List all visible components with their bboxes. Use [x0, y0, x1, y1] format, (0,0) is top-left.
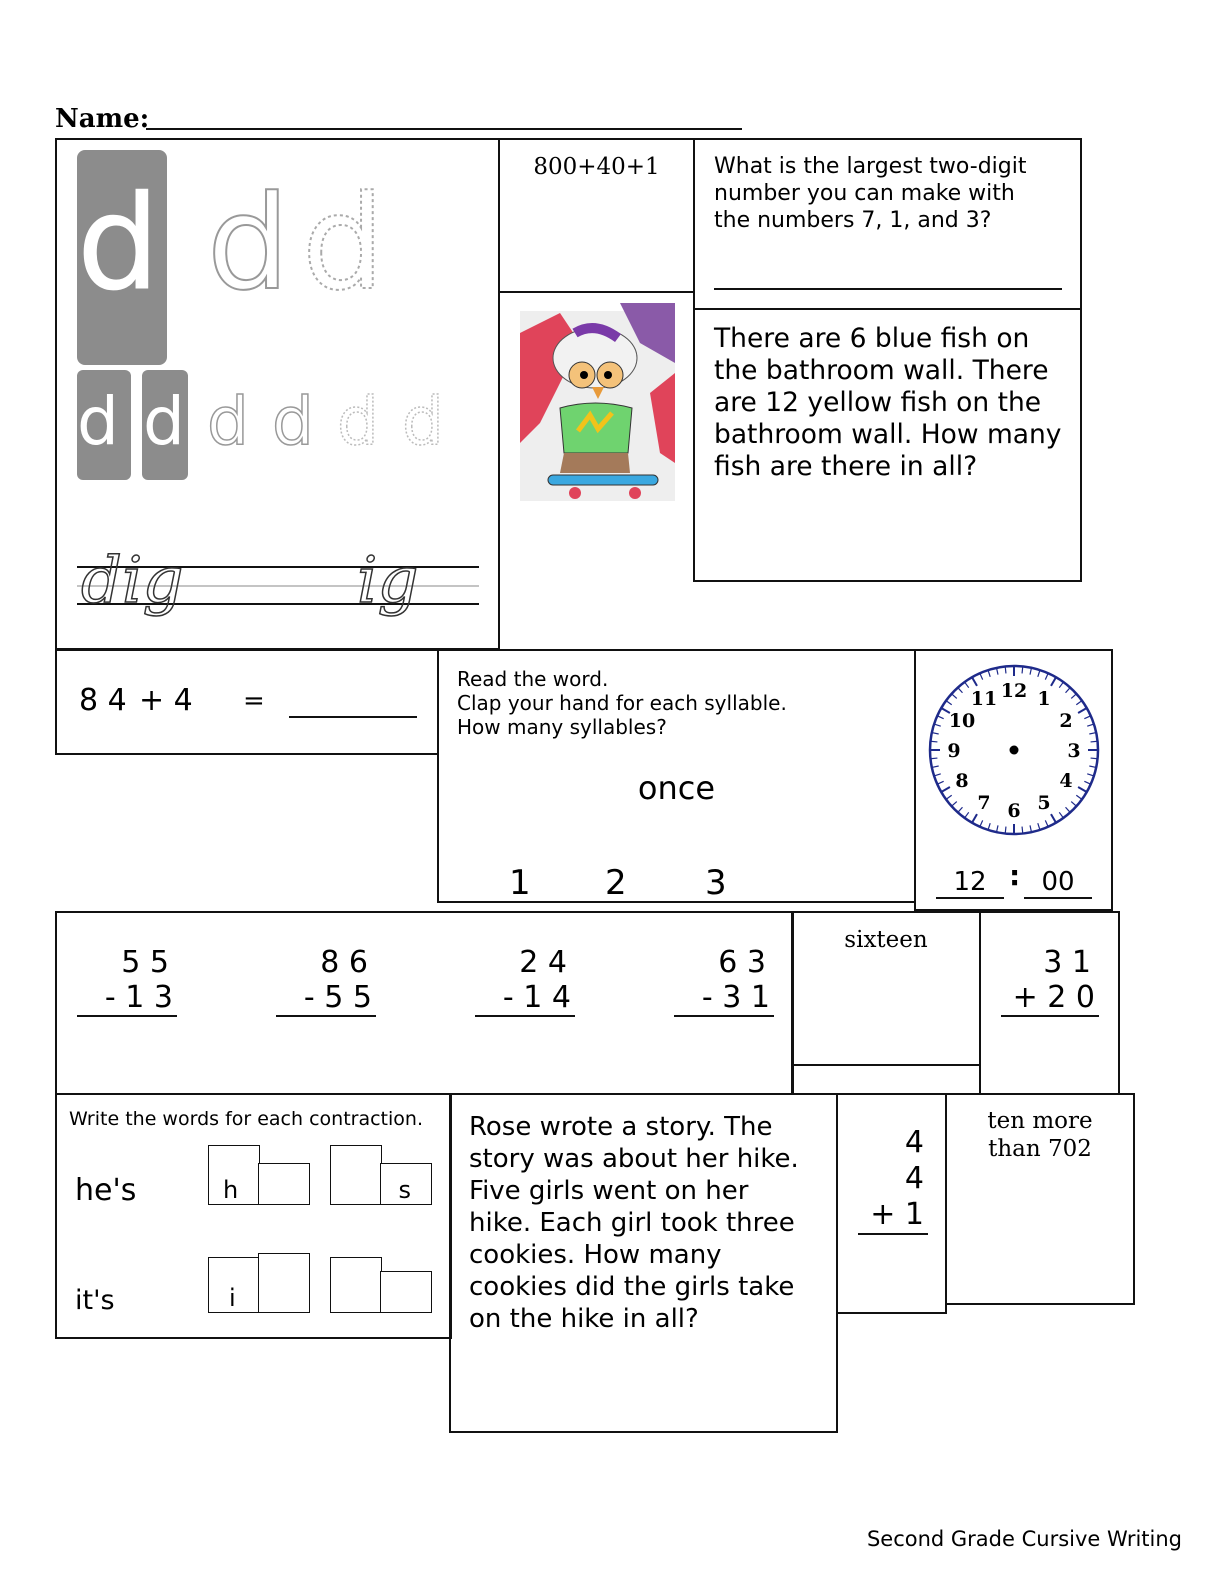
clock-number-10: 10 [948, 710, 976, 732]
contraction-2-box-c[interactable] [330, 1257, 382, 1313]
addend-a: 8 4 [79, 683, 127, 718]
svg-text:d: d [143, 383, 185, 460]
clock-number-3: 3 [1067, 740, 1081, 762]
vertical-addition-problem [1001, 945, 1099, 1017]
clock-face [916, 653, 1111, 843]
sub-2-bottom: - 5 5 [276, 980, 376, 1017]
contractions-title: Write the words for each contraction. [69, 1108, 423, 1130]
fish-problem-question: There are 6 blue fish on the bathroom wall. There are 12 yellow fish on the bathroom wall. How many fish are there in all? [714, 323, 1062, 482]
clock-number-4: 4 [1059, 770, 1073, 792]
sub-1-bottom: - 1 3 [77, 980, 177, 1017]
letter-tracing-box [55, 138, 500, 650]
syllables-word: once [637, 769, 716, 807]
big-letter-solid: d [77, 167, 160, 319]
letter-tracing-art [57, 140, 498, 648]
clock-number-8: 8 [955, 770, 969, 792]
add-top: 3 1 [1043, 945, 1091, 980]
svg-text:d: d [272, 383, 314, 460]
clock-number-6: 6 [1007, 800, 1021, 822]
clock-colon: : [1009, 859, 1021, 892]
clock-number-5: 5 [1037, 791, 1051, 814]
big-letter-dotted: d [302, 167, 385, 319]
sub-3-bottom: - 1 4 [475, 980, 575, 1017]
number-word: sixteen [844, 927, 928, 953]
addition-row-box [55, 649, 439, 755]
clock-number-9: 9 [947, 740, 961, 762]
contraction-1-box-a[interactable] [208, 1145, 260, 1205]
column-add-c: + 1 [858, 1197, 928, 1235]
ten-more-box [945, 1093, 1135, 1305]
cookie-problem-text: Rose wrote a story. The story was about her hike. Five girls went on her hike. Each girl took three cookies. How many cookies did the girls take on the hike in all? [469, 1112, 799, 1334]
clock-number-2: 2 [1059, 710, 1073, 732]
svg-text:d: d [77, 383, 119, 460]
contraction-word-1: he's [75, 1173, 137, 1208]
contraction-1-box-c[interactable] [330, 1145, 382, 1205]
sub-1-top: 5 5 [121, 945, 169, 980]
subtraction-box [55, 911, 794, 1095]
column-add-b: 4 [904, 1161, 924, 1196]
ten-more-text: ten more than 702 [987, 1108, 1093, 1162]
owl-skateboard-illustration [520, 303, 680, 513]
expanded-form-box [498, 138, 695, 293]
clock-number-1: 1 [1037, 688, 1051, 711]
largest-number-question: What is the largest two-digit number you can make with the numbers 7, 1, and 3? [714, 154, 1027, 233]
sub-3-top: 2 4 [519, 945, 567, 980]
contraction-word-2: it's [75, 1285, 115, 1316]
contraction-1-box-d[interactable] [380, 1163, 432, 1205]
big-letter-outline: d [207, 167, 290, 319]
contraction-1-box-b[interactable] [258, 1163, 310, 1205]
contractions-box [55, 1093, 452, 1339]
equals-sign: = [243, 686, 265, 716]
subtraction-problem-1 [77, 945, 177, 1017]
svg-text:d: d [207, 383, 249, 460]
clock-number-12: 12 [1000, 680, 1028, 702]
contraction-2-letter-a: i [229, 1284, 236, 1312]
clock-hour-answer[interactable]: 12 [936, 867, 1004, 899]
syllables-choice-1[interactable]: 1 [509, 863, 531, 903]
contraction-1-letter-a: h [223, 1176, 239, 1204]
sub-4-bottom: - 3 1 [674, 980, 774, 1017]
footer-text: Second Grade Cursive Writing [866, 1527, 1182, 1551]
contraction-2-box-b[interactable] [258, 1253, 310, 1313]
syllables-instruction-1: Read the word. [457, 667, 609, 691]
column-addition-problem [858, 1125, 928, 1235]
illustration-box [498, 291, 695, 650]
svg-text:d: d [402, 383, 444, 460]
largest-number-box [693, 138, 1082, 310]
syllables-choice-2[interactable]: 2 [605, 863, 627, 903]
syllables-choice-3[interactable]: 3 [705, 863, 727, 903]
tracing-word-full: dig [81, 544, 184, 618]
clock-box [914, 649, 1113, 911]
addition-answer-line[interactable] [289, 716, 417, 718]
vertical-addition-box [979, 911, 1120, 1095]
fish-problem-box [693, 308, 1082, 582]
subtraction-problem-2 [276, 945, 376, 1017]
subtraction-problem-4 [674, 945, 774, 1017]
column-add-a: 4 [904, 1125, 924, 1160]
clock-number-11: 11 [970, 688, 998, 711]
contraction-1-letter-b: s [398, 1176, 411, 1204]
expanded-form-expression: 800+40+1 [533, 154, 660, 180]
column-addition-box [836, 1093, 947, 1314]
clock-minute-answer[interactable]: 00 [1024, 867, 1092, 899]
number-word-box [791, 911, 981, 1066]
name-field[interactable] [146, 128, 742, 130]
number-word-answer-box [791, 1064, 981, 1095]
clock-center-dot [1010, 746, 1019, 755]
syllables-box [437, 649, 916, 903]
largest-number-answer-line[interactable] [714, 288, 1062, 290]
name-label: Name: [55, 104, 150, 134]
contraction-2-box-d[interactable] [380, 1271, 432, 1313]
contraction-2-box-a[interactable] [208, 1257, 260, 1313]
subtraction-problem-3 [475, 945, 575, 1017]
syllables-instruction-2: Clap your hand for each syllable. [457, 691, 787, 715]
sub-2-top: 8 6 [320, 945, 368, 980]
addend-b: + 4 [139, 683, 193, 718]
svg-text:d: d [337, 383, 379, 460]
sub-4-top: 6 3 [718, 945, 766, 980]
syllables-instruction-3: How many syllables? [457, 715, 667, 739]
cookie-problem-box [449, 1093, 838, 1433]
clock-number-7: 7 [977, 791, 991, 814]
tracing-word-partial: ig [357, 544, 419, 618]
add-bottom: + 2 0 [1001, 980, 1099, 1017]
